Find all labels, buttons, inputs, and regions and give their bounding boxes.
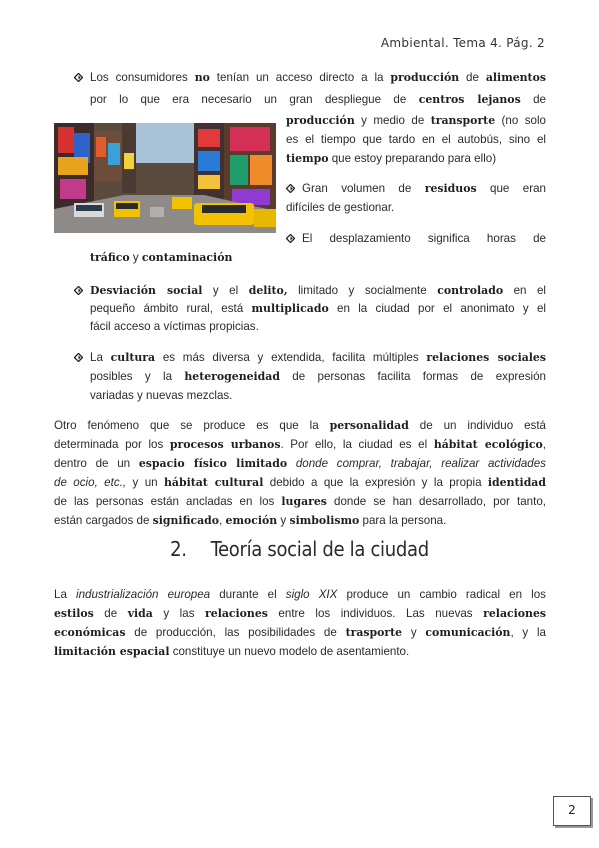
page-number: 2 [568,803,576,818]
sub2-line2: tráfico y contaminación [90,251,233,264]
bullet2-line2: pequeño ámbito rural, está multiplicado en la ciudad por el anonimato y el [90,302,546,315]
page-number-box [553,796,591,826]
diamond-bullet-icon [72,281,84,300]
bullet1-line1: Los consumidores no tenían un acceso directo a la producción de alimentos [90,71,546,84]
diamond-bullet-icon [72,348,84,367]
bullet1-line4: es el tiempo que tardo en el autobús, sino el [286,133,546,146]
para1-line2: determinada por los procesos urbanos. Por ello, la ciudad es el hábitat ecológico, [54,438,546,451]
times-square-photo [54,123,276,233]
section-number: 2. [170,537,187,561]
diamond-bullet-icon [284,229,296,248]
bullet3-line2: posibles y la heterogeneidad de personas facilita formas de expresión [90,370,546,383]
bullet2-line1: Desviación social y el delito, limitado y socialmente controlado en el [90,284,547,297]
para1-line3: dentro de un espacio físico limitado donde comprar, trabajar, realizar actividades [54,457,546,470]
section-title: Teoría social de la ciudad [210,537,429,561]
sub2-line1: El desplazamiento significa horas de [302,232,546,245]
para1-line5: de las personas están ancladas en los lugares donde se han desarrollado, por tanto, [54,495,546,508]
para1-line1: Otro fenómeno que se produce es que la personalidad de un individuo está [54,419,546,432]
diamond-bullet-icon [72,68,84,87]
para2-line3: económicas de producción, las posibilidades de trasporte y comunicación, y la [54,626,546,639]
bullet3-line1: La cultura es más diversa y extendida, facilita múltiples relaciones sociales [90,351,546,364]
sub1-line1: Gran volumen de residuos que eran [302,182,547,195]
para2-line2: estilos de vida y las relaciones entre los individuos. Las nuevas relaciones [54,607,547,620]
bullet1-line5: tiempo que estoy preparando para ello) [286,152,497,165]
bullet1-line3: producción y medio de transporte (no solo [286,114,547,127]
para1-line6: están cargados de significado, emoción y simbolismo para la persona. [54,514,447,527]
diamond-bullet-icon [284,179,296,198]
section-heading [0,537,599,561]
bullet3-line3: variadas y nuevas mezclas. [90,389,233,402]
bullet2-line3: fácil acceso a víctimas propicias. [90,320,259,333]
para2-line1: La industrialización europea durante el siglo XIX produce un cambio radical en los [54,588,546,601]
para1-line4: de ocio, etc., y un hábitat cultural debido a que la expresión y la propia identidad [54,476,546,489]
bullet1-line2: por lo que era necesario un gran despliegue de centros lejanos de [90,93,546,106]
para2-line4: limitación espacial constituye un nuevo modelo de asentamiento. [54,645,410,658]
sub1-line2: difíciles de gestionar. [286,201,395,214]
page-header: Ambiental. Tema 4. Pág. 2 [380,36,545,50]
